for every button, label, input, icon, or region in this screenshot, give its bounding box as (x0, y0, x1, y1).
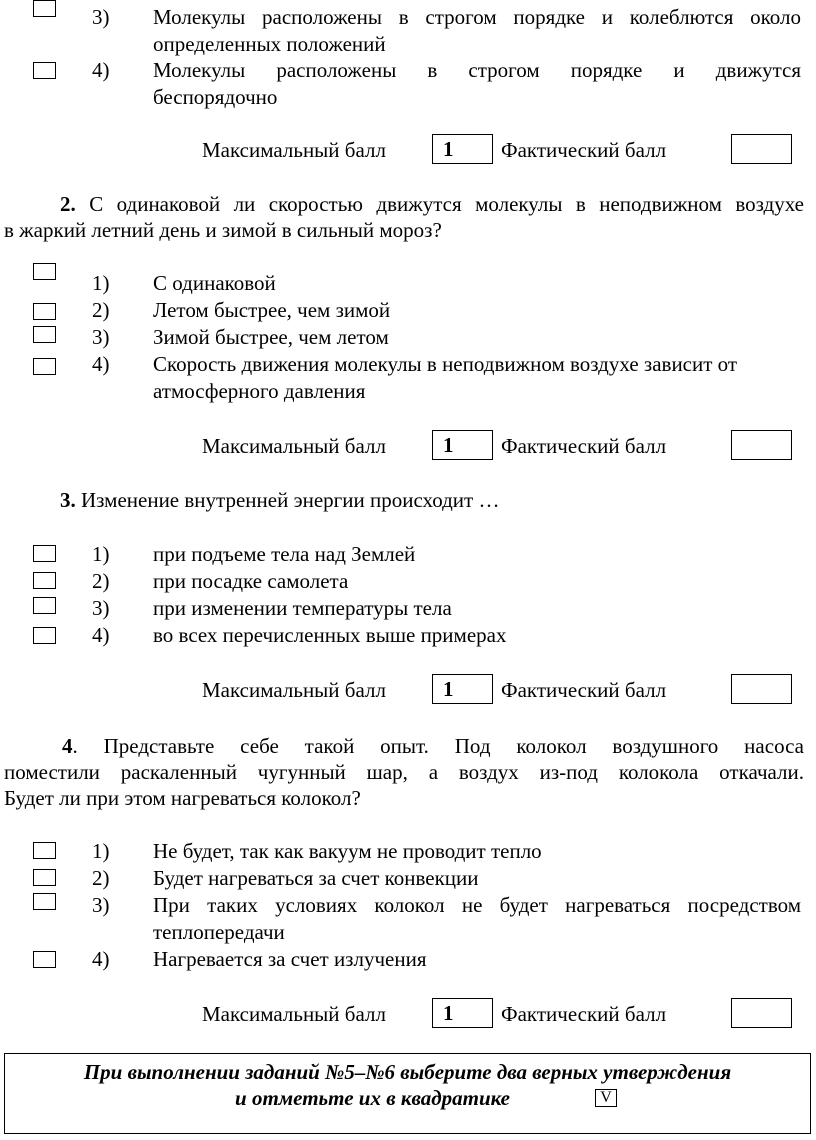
checkbox-q3-opt4[interactable] (33, 627, 56, 644)
actual-score-box[interactable] (731, 998, 792, 1028)
max-score-label: Максимальный балл (202, 434, 386, 458)
q4-opt2-number: 2) (92, 866, 110, 890)
checkbox-q2-opt3[interactable] (33, 326, 56, 343)
checkbox-q2-opt4[interactable] (33, 358, 56, 375)
actual-score-label: Фактический балл (501, 1002, 667, 1026)
checkbox-q4-opt3[interactable] (33, 893, 56, 910)
q1-opt3-text-line2: определенных положений (153, 32, 386, 56)
max-score-label: Максимальный балл (202, 1002, 386, 1026)
q3-opt3-number: 3) (92, 596, 110, 620)
q4-text-line2: поместили раскаленный чугунный шар, а воздух из-под колокола откачали. (4, 760, 804, 784)
notice-line2: и отметьте их в квадратике (235, 1086, 510, 1110)
max-score-box (432, 134, 493, 164)
instruction-notice (4, 1053, 811, 1134)
q1-opt4-text-line2: беспорядочно (153, 85, 278, 109)
q4-opt4-number: 4) (92, 947, 110, 971)
actual-score-box[interactable] (731, 674, 792, 704)
checkbox-q4-opt4[interactable] (33, 951, 56, 968)
q4-opt3-number: 3) (92, 893, 110, 917)
max-score-value: 1 (443, 433, 454, 457)
q4-text-line1: . Представьте себе такой опыт. Под колокол воздушного насоса (72, 734, 804, 758)
checkbox-q4-opt2[interactable] (33, 869, 56, 886)
q4-opt4-text: Нагревается за счет излучения (153, 947, 427, 971)
q2-opt1-number: 1) (92, 271, 110, 295)
q1-opt3-text-line1: Молекулы расположены в строгом порядке и колеблются около (153, 5, 801, 29)
q2-opt4-number: 4) (92, 352, 110, 376)
q4-opt3-text-line2: теплопередачи (153, 920, 285, 944)
q2-text (4, 191, 804, 243)
actual-score-label: Фактический балл (501, 678, 667, 702)
q3-opt4-number: 4) (92, 623, 110, 647)
q4-number: 4 (62, 734, 73, 758)
q3-text-body: Изменение внутренней энергии происходит … (81, 488, 500, 512)
q4-text (4, 733, 804, 811)
max-score-box (432, 998, 493, 1028)
actual-score-box[interactable] (731, 430, 792, 460)
q3-opt1-number: 1) (92, 542, 110, 566)
q2-opt4-text-line1: Скорость движения молекулы в неподвижном воздухе зависит от (153, 352, 738, 376)
q4-opt2-text: Будет нагреваться за счет конвекции (153, 866, 479, 890)
checkmark-sample-icon: V (595, 1089, 617, 1107)
q3-opt4-text: во всех перечисленных выше примерах (153, 623, 507, 647)
q2-opt3-number: 3) (92, 325, 110, 349)
q2-opt1-text: С одинаковой (153, 271, 276, 295)
max-score-value: 1 (443, 137, 454, 161)
q4-opt1-number: 1) (92, 839, 110, 863)
checkbox-q3-opt2[interactable] (33, 572, 56, 589)
q4-opt3-text-line1: При таких условиях колокол не будет нагреваться посредством (153, 893, 801, 917)
checkbox-q2-opt2[interactable] (33, 303, 56, 320)
max-score-box (432, 674, 493, 704)
q1-opt4-number: 4) (92, 58, 110, 82)
q3-opt3-text: при изменении температуры тела (153, 596, 452, 620)
q1-opt3-number: 3) (92, 5, 110, 29)
q3-opt2-number: 2) (92, 569, 110, 593)
checkbox-q3-opt1[interactable] (33, 545, 56, 562)
checkbox-q1-opt4[interactable] (33, 62, 56, 79)
actual-score-label: Фактический балл (501, 138, 667, 162)
q3-number: 3. (60, 488, 76, 512)
q3-text (4, 487, 816, 513)
q1-opt4-text-line1: Молекулы расположены в строгом порядке и движутся (153, 58, 801, 82)
max-score-value: 1 (443, 677, 454, 701)
max-score-box (432, 430, 493, 460)
q2-opt4-text-line2: атмосферного давления (153, 379, 366, 403)
q4-opt1-text: Не будет, так как вакуум не проводит тепло (153, 839, 542, 863)
q2-opt2-number: 2) (92, 298, 110, 322)
q4-text-line3: Будет ли при этом нагреваться колокол? (4, 786, 361, 810)
q2-number: 2. (60, 192, 76, 216)
checkbox-q2-opt1[interactable] (33, 263, 56, 280)
max-score-label: Максимальный балл (202, 138, 386, 162)
max-score-label: Максимальный балл (202, 678, 386, 702)
q2-opt2-text: Летом быстрее, чем зимой (153, 298, 391, 322)
q3-opt1-text: при подъеме тела над Землей (153, 542, 416, 566)
actual-score-label: Фактический балл (501, 434, 667, 458)
checkbox-q3-opt3[interactable] (33, 597, 56, 614)
checkbox-q1-opt3[interactable] (33, 0, 56, 17)
q2-text-line1: С одинаковой ли скоростью движутся молекулы в неподвижном воздухе (89, 192, 805, 216)
max-score-value: 1 (443, 1001, 454, 1025)
q3-opt2-text: при посадке самолета (153, 569, 349, 593)
q2-text-line2: в жаркий летний день и зимой в сильный мороз? (4, 218, 442, 242)
q2-opt3-text: Зимой быстрее, чем летом (153, 325, 389, 349)
actual-score-box[interactable] (731, 134, 792, 164)
notice-line1: При выполнении заданий №5–№6 выберите два верных утверждения (83, 1060, 732, 1084)
checkbox-q4-opt1[interactable] (33, 842, 56, 859)
